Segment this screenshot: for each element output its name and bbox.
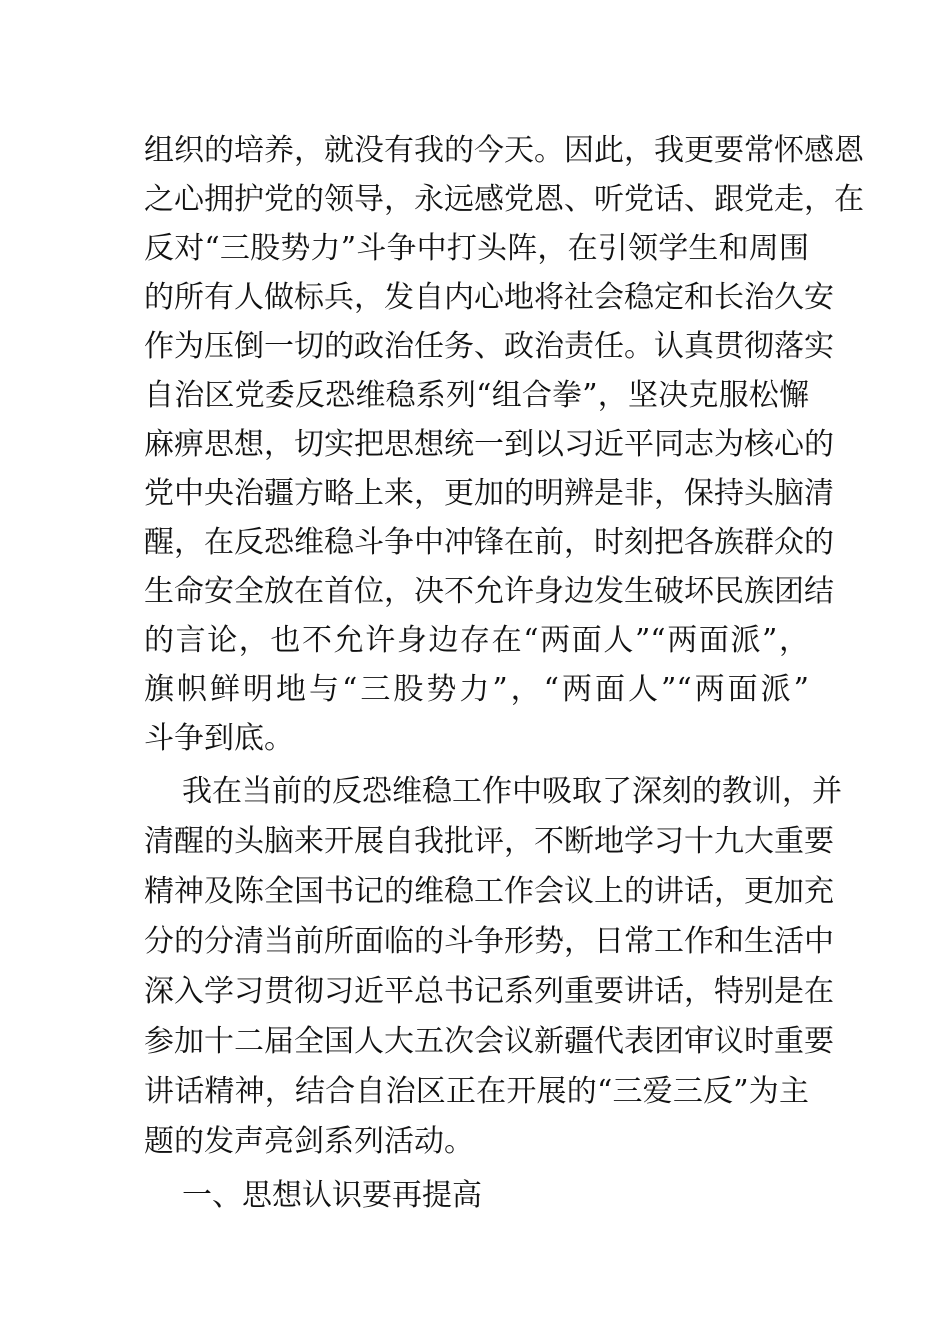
text-line: 生命安全放在首位，决不允许身边发生破坏民族团结 [144,574,834,609]
text-line: 参加十二届全国人大五次会议新疆代表团审议时重要 [144,1024,834,1059]
text-line: 分的分清当前所面临的斗争形势，日常工作和生活中 [144,924,834,959]
text-line: 深入学习贯彻习近平总书记系列重要讲话，特别是在 [144,974,834,1009]
text-line: 的言论，也不允许身边存在“两面人”“两面派”， [144,623,809,658]
text-line: 麻痹思想，切实把思想统一到以习近平同志为核心的 [144,427,834,462]
text-line: 作为压倒一切的政治任务、政治责任。认真贯彻落实 [144,329,834,364]
text-line: 题的发声亮剑系列活动。 [144,1124,474,1159]
text-line: 组织的培养，就没有我的今天。因此，我更要常怀感恩 [144,133,864,168]
text-line: 讲话精神，结合自治区正在开展的“三爱三反”为主 [144,1074,809,1109]
text-line: 斗争到底。 [144,721,294,756]
text-line: 的所有人做标兵，发自内心地将社会稳定和长治久安 [144,280,834,315]
text-line: 自治区党委反恐维稳系列“组合拳”，坚决克服松懈 [144,378,809,413]
text-line: 党中央治疆方略上来，更加的明辨是非，保持头脑清 [144,476,834,511]
text-line: 我在当前的反恐维稳工作中吸取了深刻的教训，并 [182,774,842,809]
text-line: 旗帜鲜明地与“三股势力”，“两面人”“两面派” [144,672,809,707]
text-line: 精神及陈全国书记的维稳工作会议上的讲话，更加充 [144,874,834,909]
text-line: 醒，在反恐维稳斗争中冲锋在前，时刻把各族群众的 [144,525,834,560]
section-heading: 一、思想认识要再提高 [182,1178,482,1213]
text-line: 之心拥护党的领导，永远感党恩、听党话、跟党走，在 [144,182,864,217]
text-line: 反对“三股势力”斗争中打头阵，在引领学生和周围 [144,231,809,266]
text-line: 清醒的头脑来开展自我批评，不断地学习十九大重要 [144,824,834,859]
